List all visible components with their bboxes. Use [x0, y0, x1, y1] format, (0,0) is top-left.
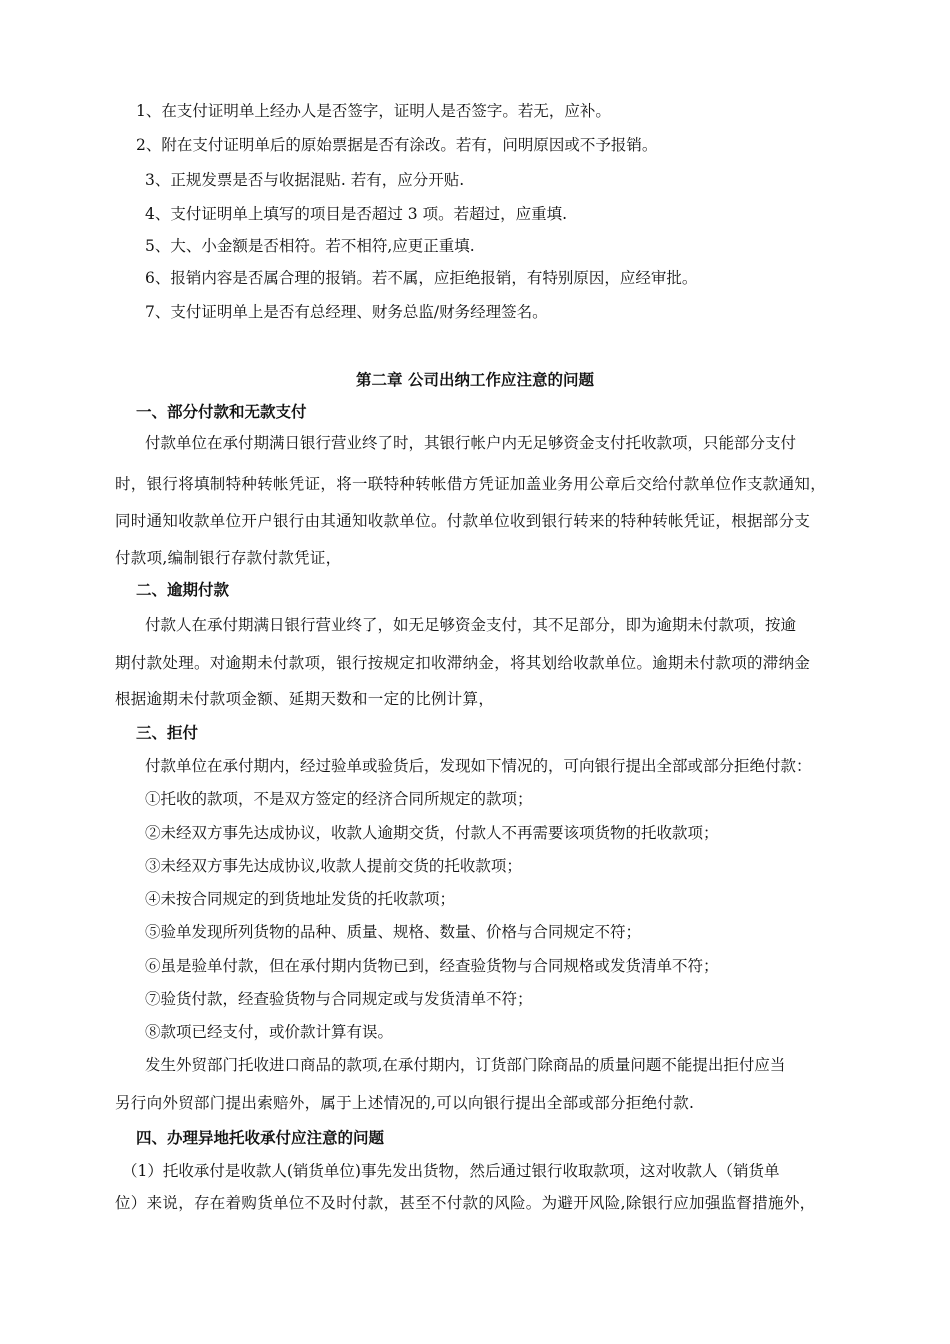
paragraph-line: 付款单位在承付期满日银行营业终了时，其银行帐户内无足够资金支付托收款项，只能部分支付	[145, 434, 797, 452]
checklist-item-3: 3、正规发票是否与收据混贴. 若有，应分开贴.	[145, 171, 465, 189]
refusal-item: ④未按合同规定的到货地址发货的托收款项；	[145, 890, 456, 908]
checklist-item-1: 1、在支付证明单上经办人是否签字，证明人是否签字。若无，应补。	[136, 102, 611, 120]
chapter-title: 第二章 公司出纳工作应注意的问题	[356, 370, 594, 389]
refusal-item: ⑦验货付款，经查验货物与合同规定或与发货清单不符；	[145, 990, 533, 1008]
paragraph-line: 付款人在承付期满日银行营业终了，如无足够资金支付，其不足部分，即为逾期未付款项，按逾	[145, 616, 797, 634]
paragraph-line: 根据逾期未付款项金额、延期天数和一定的比例计算，	[115, 690, 495, 708]
section-heading-3: 三、拒付	[136, 723, 199, 742]
paragraph-line: 同时通知收款单位开户银行由其通知收款单位。付款单位收到银行转来的特种转帐凭证，根据部分支	[115, 512, 811, 530]
refusal-item: ①托收的款项，不是双方签定的经济合同所规定的款项；	[145, 790, 533, 808]
paragraph-line: （1）托收承付是收款人(销货单位)事先发出货物，然后通过银行收取款项，这对收款人（销货单	[122, 1162, 780, 1180]
refusal-item: ②未经双方事先达成协议，收款人逾期交货，付款人不再需要该项货物的托收款项；	[145, 824, 719, 842]
refusal-item: ⑧款项已经支付，或价款计算有误。	[145, 1023, 394, 1041]
paragraph-line: 另行向外贸部门提出索赔外，属于上述情况的,可以向银行提出全部或部分拒绝付款.	[115, 1094, 695, 1112]
checklist-item-6: 6、报销内容是否属合理的报销。若不属，应拒绝报销，有特别原因，应经审批。	[145, 269, 698, 287]
checklist-item-5: 5、大、小金额是否相符。若不相符,应更正重填.	[145, 237, 475, 255]
paragraph-line: 期付款处理。对逾期未付款项，银行按规定扣收滞纳金，将其划给收款单位。逾期未付款项的滞纳金	[115, 654, 811, 672]
refusal-item: ③未经双方事先达成协议,收款人提前交货的托收款项；	[145, 857, 522, 875]
paragraph-line: 位）来说，存在着购货单位不及时付款，甚至不付款的风险。为避开风险,除银行应加强监督措施外，	[115, 1194, 816, 1212]
checklist-item-4: 4、支付证明单上填写的项目是否超过 3 项。若超过，应重填.	[145, 205, 568, 223]
paragraph-line: 时，银行将填制特种转帐凭证，将一联特种转帐借方凭证加盖业务用公章后交给付款单位作支款通知，	[115, 475, 827, 493]
section-heading-2: 二、逾期付款	[136, 580, 230, 599]
section-heading-1: 一、部分付款和无款支付	[136, 402, 307, 421]
paragraph-line: 发生外贸部门托收进口商品的款项,在承付期内，订货部门除商品的质量问题不能提出拒付应当	[145, 1056, 786, 1074]
checklist-item-2: 2、附在支付证明单后的原始票据是否有涂改。若有，问明原因或不予报销。	[136, 136, 658, 154]
refusal-item: ⑥虽是验单付款，但在承付期内货物已到，经查验货物与合同规格或发货清单不符；	[145, 957, 719, 975]
paragraph-line: 付款项,编制银行存款付款凭证，	[115, 549, 342, 567]
checklist-item-7: 7、支付证明单上是否有总经理、财务总监/财务经理签名。	[145, 303, 548, 321]
paragraph-line: 付款单位在承付期内，经过验单或验货后，发现如下情况的，可向银行提出全部或部分拒绝付款：	[145, 757, 812, 775]
section-heading-4: 四、办理异地托收承付应注意的问题	[136, 1128, 385, 1147]
refusal-item: ⑤验单发现所列货物的品种、质量、规格、数量、价格与合同规定不符；	[145, 923, 642, 941]
